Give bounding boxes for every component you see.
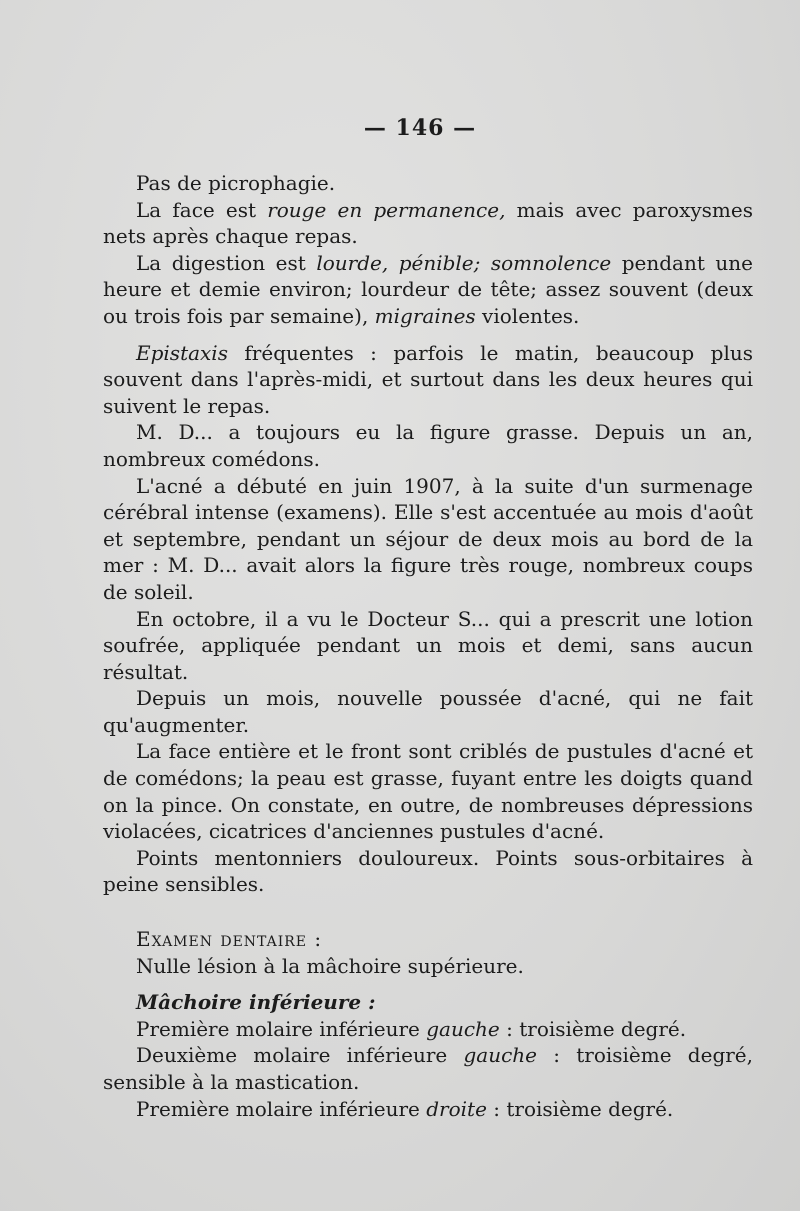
text-run: Première molaire inférieure [136,1096,427,1121]
paragraph: M. D... a toujours eu la figure grasse. Depuis un an, nombreux comédons. [103,420,753,471]
italic-phrase: droite [426,1096,487,1121]
italic-phrase: Mâchoire inférieure : [136,990,376,1015]
paragraph: En octobre, il a vu le Docteur S... qui a prescrit une lotion soufrée, appliquée pendant un mois et demi, sans aucun résultat. [103,606,753,684]
text-run: fréquentes : parfois le matin, beaucoup plus souvent dans l'après-midi, et surtout dans les deux heures qui suivent le repas. [103,340,753,418]
body-text [103,170,753,1122]
text-run: pendant une heure et demie environ; lourdeur de tête; assez souvent (deux ou trois fois par semaine), [103,250,754,328]
paragraph [103,1096,753,1123]
text-run: Deuxième molaire inférieure [136,1043,464,1068]
paragraph [103,1016,753,1043]
paragraph: Points mentonniers douloureux. Points sous-orbitaires à peine sensibles. [103,845,753,897]
paragraph [103,250,753,330]
paragraph [103,197,753,250]
paragraph [103,1042,753,1095]
italic-phrase: migraines [374,303,476,328]
paragraph: Pas de picrophagie. [136,171,336,195]
italic-phrase: rouge en permanence, [267,197,506,222]
text-run: La face est [136,197,268,222]
text-run: : troisième degré. [499,1016,687,1041]
text-run: : troisième degré, sensible à la mastication. [103,1043,753,1094]
italic-phrase: Epistaxis [136,340,228,365]
italic-phrase: gauche [426,1016,500,1041]
paragraph [103,989,753,1016]
paragraph: Nulle lésion à la mâchoire supérieure. [136,953,524,978]
italic-phrase: gauche [463,1043,538,1068]
paragraph: La face entière et le front sont criblés de pustules d'acné et de comédons; la peau est grasse, fuyant entre les doigts quand on la pince. On constate, en outre, de nombreuses dépressions violacées, cicatrices d'anciennes pustules d'acné. [103,739,753,844]
text-run: La digestion est [136,250,317,275]
italic-phrase: lourde, pénible; somnolence [316,250,612,275]
section-heading: Examen dentaire : [136,927,323,952]
paragraph [103,340,753,420]
text-run: : troisième degré. [486,1096,674,1121]
paragraph: L'acné a débuté en juin 1907, à la suite d'un surmenage cérébral intense (examens). Elle s'est accentuée au mois d'août et septembre, pendant un séjour de deux mois au bord de la mer : M. D... avait alors la figure très rouge, nombreux coups de soleil. [103,473,753,604]
text-run: mais avec paroxysmes nets après chaque repas. [103,197,753,249]
text-run: violentes. [475,303,580,328]
text-run: Première molaire inférieure [136,1016,427,1041]
paragraph: Depuis un mois, nouvelle poussée d'acné, qui ne fait qu'augmenter. [103,686,753,737]
page-number: — 146 — [363,115,477,141]
